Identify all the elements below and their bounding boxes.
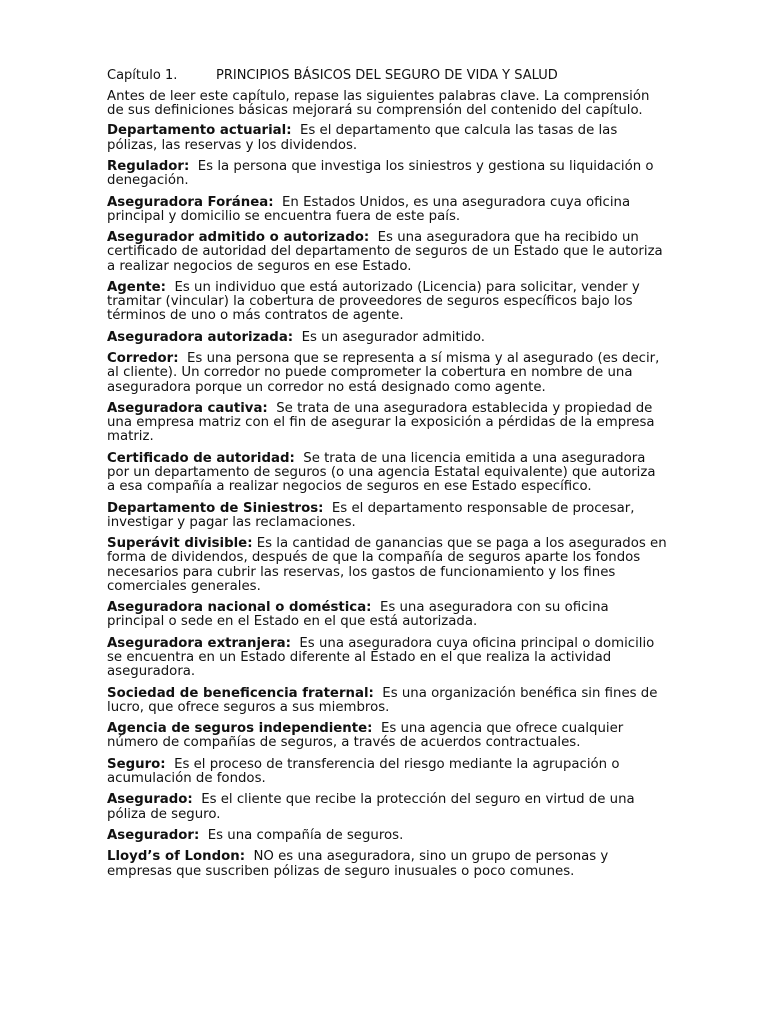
glossary-entry (107, 281, 667, 324)
glossary-entry (107, 722, 667, 750)
glossary-definition: En Estados Unidos, es una aseguradora cuya oficina principal y domicilio se encuentra fuera de este país. (107, 194, 631, 224)
glossary-definition: Es el departamento responsable de procesar, investigar y pagar las reclamaciones. (107, 500, 635, 530)
glossary-definition: Es una persona que se representa a sí misma y al asegurado (es decir, al cliente). Un corredor no puede comprometer la cobertura en nombre de una aseguradora porque un corredor no está designado como agente. (107, 351, 660, 395)
glossary-definition: Es la cantidad de ganancias que se paga a los asegurados en forma de dividendos, después de que la compañía de seguros aparte los fondos necesarios para cubrir las reservas, los gastos de funcionamiento y los fines comerciales generales. (107, 536, 667, 594)
glossary-term: Asegurador: (107, 827, 200, 843)
glossary-term: Lloyd’s of London: (107, 849, 246, 865)
glossary-entry (107, 331, 667, 345)
glossary-term: Certificado de autoridad: (107, 450, 295, 466)
glossary-entry (107, 502, 667, 530)
glossary-entry (107, 352, 667, 395)
glossary-term: Seguro: (107, 756, 166, 772)
glossary-entry (107, 402, 667, 445)
glossary-term: Sociedad de beneficencia fraternal: (107, 685, 374, 701)
glossary-term: Aseguradora extranjera: (107, 635, 291, 651)
intro-paragraph: Antes de leer este capítulo, repase las siguientes palabras clave. La comprensión de sus definiciones básicas mejorará su comprensión del contenido del capítulo. (107, 89, 650, 119)
glossary-entry (107, 637, 667, 680)
glossary-definition: NO es una aseguradora, sino un grupo de personas y empresas que suscriben pólizas de seguro inusuales o poco comunes. (107, 849, 609, 879)
glossary-term: Asegurado: (107, 792, 193, 808)
glossary-entry (107, 124, 667, 152)
glossary-definition: Se trata de una aseguradora establecida y propiedad de una empresa matriz con el fin de asegurar la exposición a pérdidas de la empresa matriz. (107, 400, 655, 445)
glossary-definition: Es una aseguradora que ha recibido un certificado de autoridad del departamento de seguros de un Estado que le autoriza a realizar negocios de seguros en ese Estado. (107, 230, 663, 274)
glossary-term: Corredor: (107, 351, 179, 367)
chapter-number: Capítulo 1. (107, 68, 178, 83)
glossary-entry (107, 687, 667, 715)
glossary-term: Regulador: (107, 159, 190, 174)
glossary-entry (107, 793, 667, 821)
glossary-entry (107, 196, 667, 224)
glossary-entry (107, 160, 667, 188)
chapter-title: PRINCIPIOS BÁSICOS DEL SEGURO DE VIDA Y SALUD (216, 68, 558, 83)
glossary-entry (107, 850, 667, 878)
glossary-term: Departamento actuarial: (107, 123, 292, 139)
glossary-definition: Se trata de una licencia emitida a una aseguradora por un departamento de seguros (o una agencia Estatal equivalente) que autoriza a esa compañía a realizar negocios de seguros en ese Estado específico. (107, 450, 656, 495)
glossary-term: Aseguradora nacional o doméstica: (107, 600, 372, 616)
glossary-definition: Es una aseguradora cuya oficina principal o domicilio se encuentra en un Estado diferente al Estado en el que realiza la actividad aseguradora. (107, 635, 655, 680)
glossary-entry (107, 758, 667, 786)
glossary-term: Aseguradora Foránea: (107, 194, 274, 210)
glossary-entry (107, 452, 667, 495)
glossary-term: Agente: (107, 279, 166, 295)
glossary-definition: Es la persona que investiga los siniestros y gestiona su liquidación o denegación. (107, 159, 654, 189)
glossary-term: Superávit divisible: (107, 536, 253, 552)
glossary-term: Aseguradora autorizada: (107, 329, 294, 345)
glossary-definition: Es una aseguradora con su oficina principal o sede en el Estado en el que está autorizada. (107, 600, 609, 630)
glossary-list (107, 124, 667, 878)
glossary-definition: Es un individuo que está autorizado (Licencia) para solicitar, vender y tramitar (vincular) la cobertura de proveedores de seguros específicos bajo los términos de uno o más contratos de agente. (107, 279, 640, 324)
glossary-definition: Es un asegurador admitido. (301, 329, 485, 345)
glossary-term: Aseguradora cautiva: (107, 400, 268, 416)
document-page (107, 68, 667, 886)
glossary-definition: Es el cliente que recibe la protección del seguro en virtud de una póliza de seguro. (107, 792, 635, 822)
glossary-entry (107, 537, 667, 594)
glossary-definition: Es una agencia que ofrece cualquier número de compañías de seguros, a través de acuerdos contractuales. (107, 721, 624, 751)
glossary-definition: Es una compañía de seguros. (207, 827, 404, 843)
glossary-term: Agencia de seguros independiente: (107, 721, 373, 737)
glossary-entry (107, 829, 667, 843)
glossary-term: Asegurador admitido o autorizado: (107, 230, 370, 246)
glossary-definition: Es el departamento que calcula las tasas de las pólizas, las reservas y los dividendos. (107, 123, 618, 153)
glossary-definition: Es una organización benéfica sin fines de lucro, que ofrece seguros a sus miembros. (107, 685, 658, 715)
glossary-entry (107, 231, 667, 274)
glossary-term: Departamento de Siniestros: (107, 500, 324, 516)
chapter-heading (107, 68, 667, 84)
glossary-definition: Es el proceso de transferencia del riesgo mediante la agrupación o acumulación de fondos. (107, 756, 620, 786)
glossary-entry (107, 601, 667, 629)
